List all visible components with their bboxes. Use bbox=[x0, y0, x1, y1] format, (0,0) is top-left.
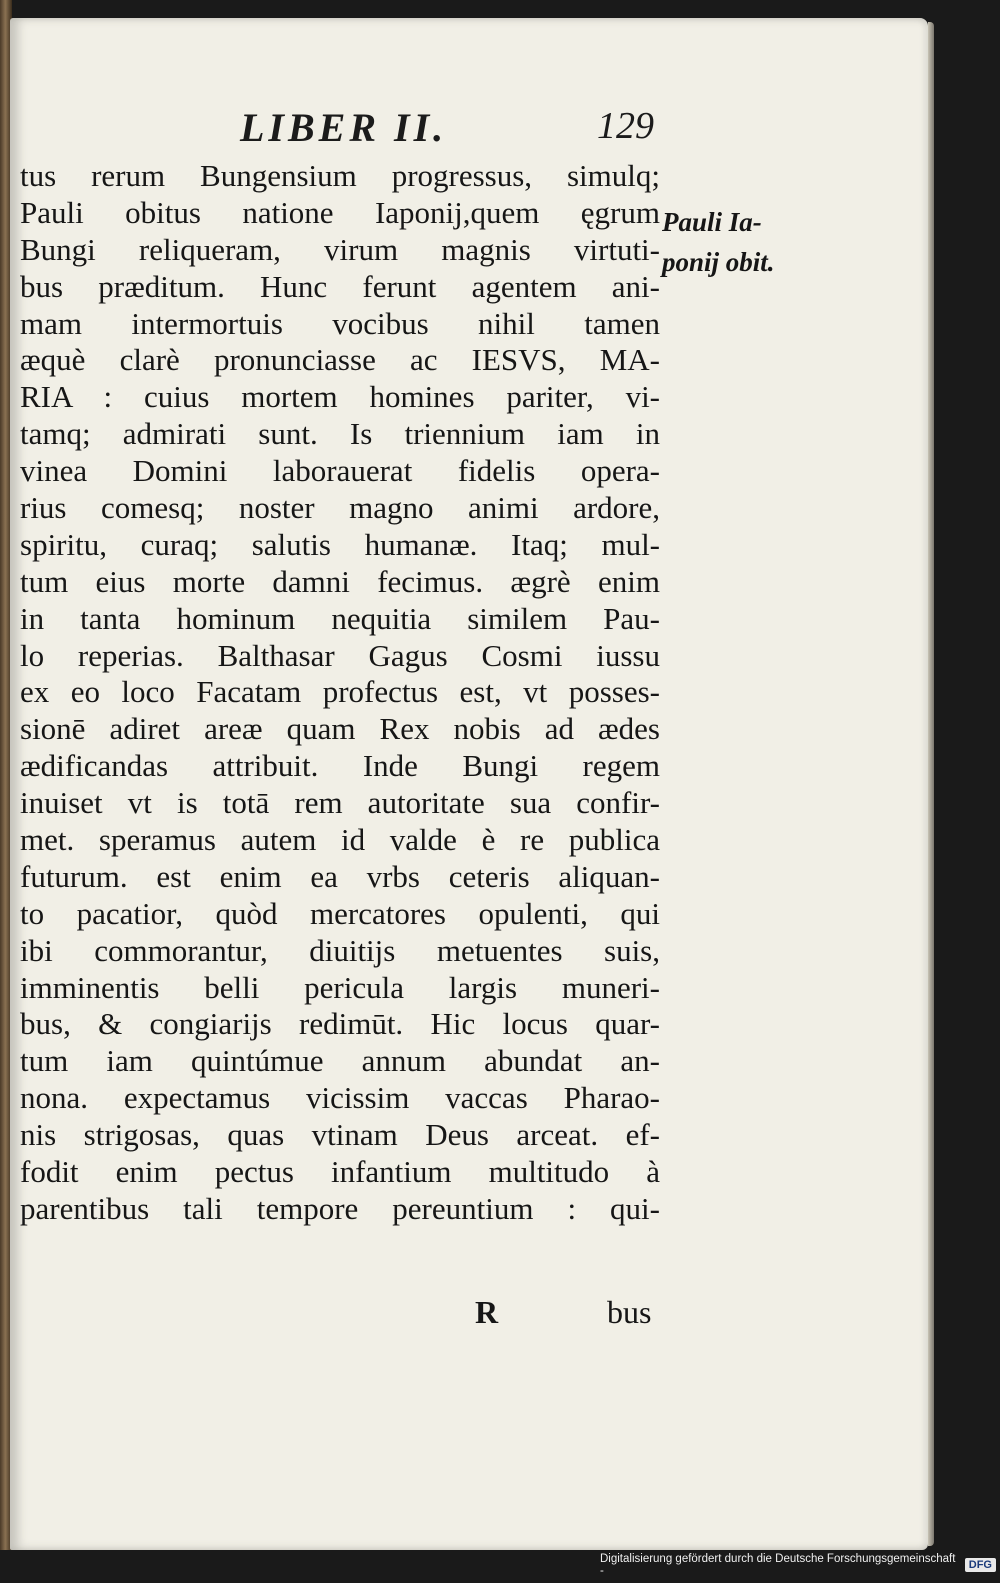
text-line: bus, & congiarijs redimūt. Hic locus quar- bbox=[20, 1006, 660, 1042]
text-line: spiritu, curaq; salutis humanæ. Itaq; mul- bbox=[20, 526, 660, 562]
text-line: Pauli obitus natione Iaponij,quem ęgrum bbox=[20, 194, 660, 230]
margin-note-line: ponij obit. bbox=[662, 247, 775, 277]
text-line: mam intermortuis vocibus nihil tamen bbox=[20, 305, 660, 341]
text-line: Bungi reliqueram, virum magnis virtuti- bbox=[20, 231, 660, 267]
text-line: nis strigosas, quas vtinam Deus arceat. ef- bbox=[20, 1117, 660, 1153]
text-line: tum eius morte damni fecimus. ægrè enim bbox=[20, 563, 660, 599]
text-line: met. speramus autem id valde è re publica bbox=[20, 822, 660, 858]
catchword: bus bbox=[607, 1294, 652, 1330]
text-line: tamq; admirati sunt. Is triennium iam in bbox=[20, 416, 660, 452]
text-line: sionē adiret areæ quam Rex nobis ad ædes bbox=[20, 711, 660, 747]
text-line: parentibus tali tempore pereuntium : qui- bbox=[20, 1190, 660, 1226]
margin-note bbox=[662, 202, 802, 282]
text-line: RIA : cuius mortem homines pariter, vi- bbox=[20, 379, 660, 415]
text-line: nona. expectamus vicissim vaccas Pharao- bbox=[20, 1080, 660, 1116]
text-line: ædificandas attribuit. Inde Bungi regem bbox=[20, 748, 660, 784]
text-line: bus præditum. Hunc ferunt agentem ani- bbox=[20, 268, 660, 304]
text-line: lo reperias. Balthasar Gagus Cosmi iussu bbox=[20, 637, 660, 673]
text-line: rius comesq; noster magno animi ardore, bbox=[20, 490, 660, 526]
page-number: 129 bbox=[597, 105, 654, 147]
text-line: to pacatior, quòd mercatores opulenti, qui bbox=[20, 895, 660, 931]
dfg-logo: DFG bbox=[965, 1558, 996, 1572]
text-line: ex eo loco Facatam profectus est, vt posses- bbox=[20, 674, 660, 710]
signature-mark: R bbox=[475, 1294, 499, 1330]
text-line: tum iam quintúmue annum abundat an- bbox=[20, 1043, 660, 1079]
margin-note-line: Pauli Ia- bbox=[662, 207, 762, 237]
text-line: ibi commorantur, diuitijs metuentes suis, bbox=[20, 932, 660, 968]
text-line: inuiset vt is totā rem autoritate sua confir- bbox=[20, 785, 660, 821]
text-line: tus rerum Bungensium progressus, simulq; bbox=[20, 158, 660, 193]
text-line: in tanta hominum nequitia similem Pau- bbox=[20, 600, 660, 636]
text-line: æquè clarè pronunciasse ac IESVS, MA- bbox=[20, 342, 660, 378]
page-header bbox=[240, 104, 660, 154]
book-page bbox=[10, 18, 928, 1550]
body-text bbox=[20, 158, 660, 1228]
digitization-footer bbox=[600, 1553, 996, 1577]
text-line: fodit enim pectus infantium multitudo à bbox=[20, 1154, 660, 1190]
text-line: futurum. est enim ea vrbs ceteris aliquan- bbox=[20, 858, 660, 894]
page-edge bbox=[928, 22, 934, 1546]
text-line: vinea Domini laborauerat fidelis opera- bbox=[20, 453, 660, 489]
text-line: imminentis belli pericula largis muneri- bbox=[20, 969, 660, 1005]
footer-text: Digitalisierung gefördert durch die Deutsche Forschungsgemeinschaft - bbox=[600, 1553, 956, 1577]
running-head: LIBER II. bbox=[240, 105, 448, 150]
